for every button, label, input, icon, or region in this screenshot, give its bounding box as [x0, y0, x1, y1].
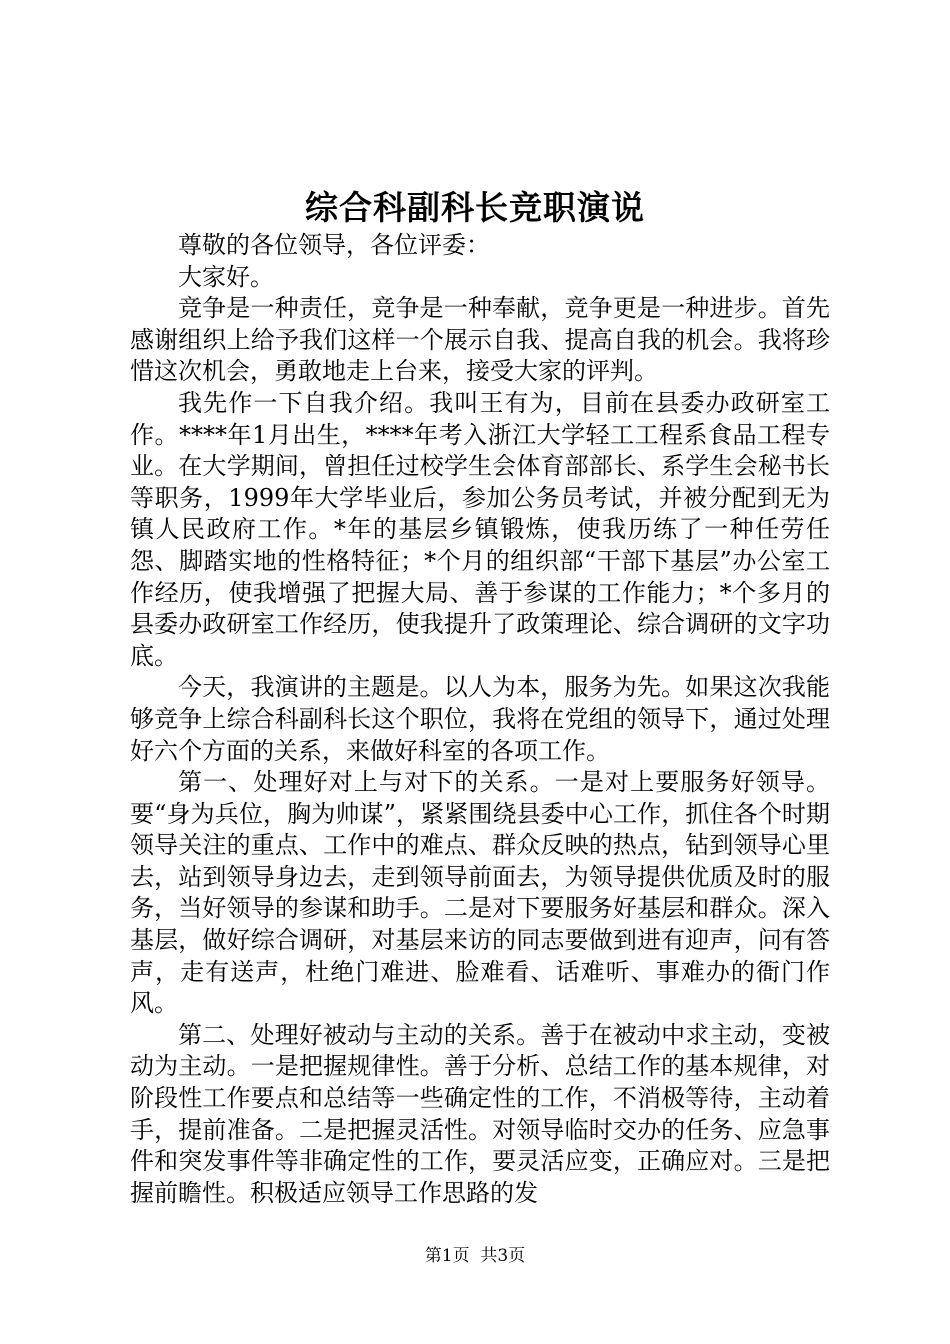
theme-paragraph: 今天，我演讲的主题是。以人为本，服务为先。如果这次我能够竞争上综合科副科长这个职位，我将在党组的领导下，通过处理好六个方面的关系，来做好科室的各项工作。 [130, 673, 830, 765]
intro-paragraph: 竞争是一种责任，竞争是一种奉献，竞争更是一种进步。首先感谢组织上给予我们这样一个展示自我、提高自我的机会。我将珍惜这次机会，勇敢地走上台来，接受大家的评判。 [130, 294, 830, 386]
point-two-paragraph: 第二、处理好被动与主动的关系。善于在被动中求主动，变被动为主动。一是把握规律性。善于分析、总结工作的基本规律，对阶段性工作要点和总结等一些确定性的工作，不消极等待，主动着手，提前准备。二是把握灵活性。对领导临时交办的任务、应急事件和突发事件等非确定性的工作，要灵活应变，正确应对。三是把握前瞻性。积极适应领导工作思路的发 [130, 1020, 830, 1207]
self-introduction-paragraph: 我先作一下自我介绍。我叫王有为，目前在县委办政研室工作。****年1月出生，****年考入浙江大学轻工工程系食品工程专业。在大学期间，曾担任过校学生会体育部部长、系学生会秘书长等职务，1999年大学毕业后，参加公务员考试，并被分配到无为镇人民政府工作。*年的基层乡镇锻炼，使我历练了一种任劳任怨、脚踏实地的性格特征；*个月的组织部“干部下基层”办公室工作经历，使我增强了把握大局、善于参谋的工作能力；*个多月的县委办政研室工作经历，使我提升了政策理论、综合调研的文字功底。 [130, 388, 830, 670]
page-number: 第1页 [424, 1246, 470, 1266]
page-footer [0, 1244, 950, 1268]
salutation-paragraph: 大家好。 [178, 262, 274, 291]
document-title: 综合科副科长竞职演说 [305, 188, 645, 227]
point-one-paragraph: 第一、处理好对上与对下的关系。一是对上要服务好领导。要“身为兵位，胸为帅谋”，紧紧围绕县委中心工作，抓住各个时期领导关注的重点、工作中的难点、群众反映的热点，钻到领导心里去，站到领导身边去，走到领导前面去，为领导提供优质及时的服务，当好领导的参谋和助手。二是对下要服务好基层和群众。深入基层，做好综合调研，对基层来访的同志要做到进有迎声，问有答声，走有送声，杜绝门难进、脸难看、话难听、事难办的衙门作风。 [130, 768, 830, 1018]
document-body [130, 230, 830, 1209]
greeting-paragraph: 尊敬的各位领导，各位评委： [178, 231, 490, 259]
page-total: 共3页 [480, 1246, 526, 1266]
